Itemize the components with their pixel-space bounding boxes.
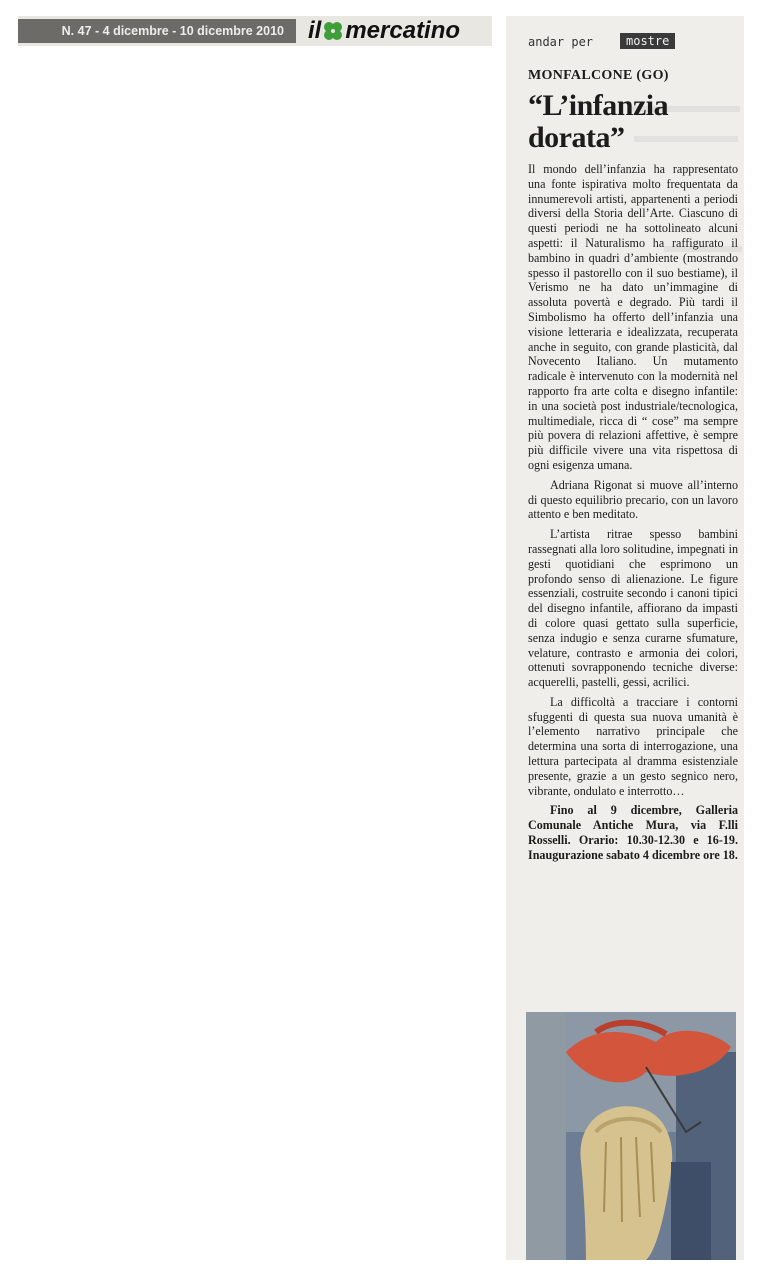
four-leaf-clover-icon: [322, 20, 344, 49]
article-column: [528, 16, 738, 863]
newspaper-masthead: [18, 16, 492, 46]
article-paragraph: L’artista ritrae spesso bambini rassegnati alla loro solitudine, impegnati in gesti quotidiani che esprimono un profondo senso di alienazione. Le figure essenziali, costruite secondo i canoni tipici del disegno infantile, affiorano da impasti di colore quasi gettato sulla superficie, senza indugio e senza curarne sfumature, velature, contrasto e armonia dei colori, ottenuti sovrapponendo tecniche diverse: acquerelli, pastelli, gessi, acrilici.: [528, 527, 738, 690]
artwork-image: [526, 1012, 736, 1260]
exhibition-info: Fino al 9 dicembre, Galleria Comunale Antiche Mura, via F.lli Rosselli. Orario: 10.30-12.30 e 16-19. Inaugurazione sabato 4 dicembre ore 18.: [528, 803, 738, 862]
article-paragraph: La difficoltà a tracciare i contorni sfuggenti di questa sua nuova umanità è l’elemento narrativo principale che determina una sorta di interrogazione, una lettura partecipata al dramma esistenziale presente, grazie a un gesto segnico nero, vibrante, ondulato e interrotto…: [528, 694, 738, 798]
issue-date-bar: N. 47 - 4 dicembre - 10 dicembre 2010: [18, 19, 296, 43]
rubric-badge: mostre: [620, 33, 675, 49]
article-location: MONFALCONE (GO): [528, 68, 669, 83]
section-label: andar per: [528, 35, 594, 49]
article-paragraph: Il mondo dell’infanzia ha rappresentato una fonte ispirativa molto frequentata da innumerevoli artisti, appartenenti a periodi diversi della Storia dell’Arte. Ciascuno di questi periodi ne ha sottolineato alcuni aspetti: il Naturalismo ha raffigurato il bambino in quadri d’ambiente (mostrando spesso il pastorello con il suo bestiame), il Verismo ne ha dato un’immagine di assoluta povertà e degrado. Più tardi il Simbolismo ha offerto dell’infanzia una visione letteraria e idealizzata, recuperata anche in seguito, con grande plasticità, dal Novecento Italiano. Un mutamento radicale è intervenuto con la modernità nel rapporto fra arte colta e disegno infantile: in una società post industriale/tecnologica, multimediale, ricca di “ cose” ma sempre più povera di relazioni affettive, è sempre più difficile vivere una vita rispettosa di ogni esigenza umana.: [528, 162, 738, 472]
newspaper-logo: [308, 17, 460, 45]
article-headline: “L’infanzia dorata”: [528, 89, 669, 154]
logo-prefix: il: [308, 17, 322, 44]
article-clipping: [506, 16, 744, 1260]
logo-suffix: mercatino: [345, 17, 461, 44]
article-paragraph: Adriana Rigonat si muove all’interno di questo equilibrio precario, con un lavoro attento e ben meditato.: [528, 477, 738, 522]
section-kicker: [528, 33, 738, 55]
article-body: [528, 162, 738, 863]
